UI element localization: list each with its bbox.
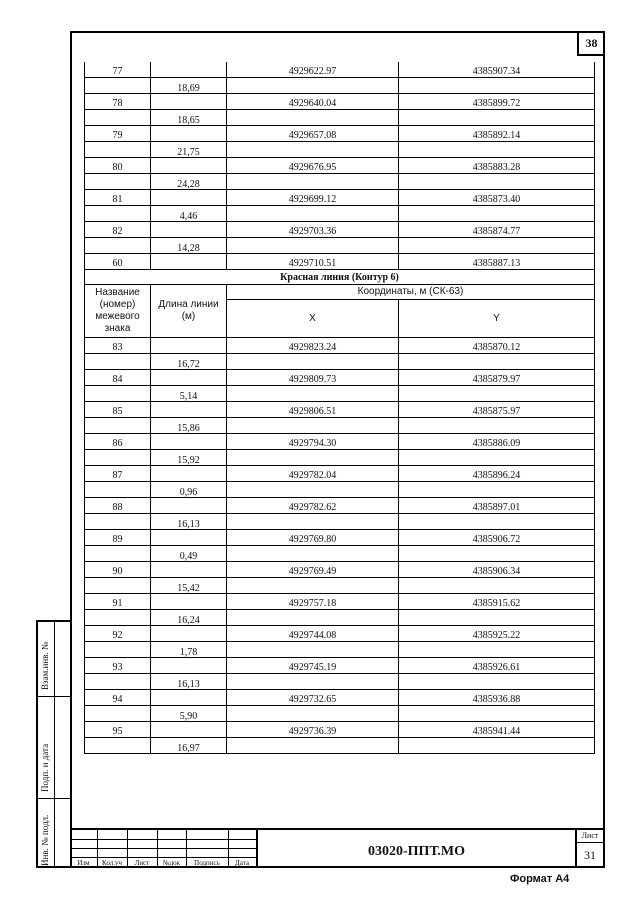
sidebar-label-3: Инв. № подл.: [40, 814, 50, 866]
x-spacer: [227, 450, 399, 466]
y-cell: 4385886.09: [399, 434, 595, 450]
length-cell: 0,49: [151, 546, 227, 562]
x-cell: 4929703.36: [227, 222, 399, 238]
point-spacer: [85, 174, 151, 190]
length-empty-cell: [151, 126, 227, 142]
x-spacer: [227, 142, 399, 158]
table-row: [85, 126, 595, 142]
y-cell: 4385925.22: [399, 626, 595, 642]
point-spacer: [85, 110, 151, 126]
length-row: [85, 174, 595, 190]
y-cell: 4385870.12: [399, 338, 595, 354]
header-coords: Координаты, м (СК-63): [227, 285, 595, 300]
length-empty-cell: [151, 338, 227, 354]
coordinates-table: [84, 62, 595, 754]
y-cell: 4385941.44: [399, 722, 595, 738]
x-spacer: [227, 642, 399, 658]
tb-col-izm: Изм: [77, 859, 90, 867]
x-cell: 4929736.39: [227, 722, 399, 738]
length-empty-cell: [151, 370, 227, 386]
y-spacer: [399, 578, 595, 594]
point-spacer: [85, 206, 151, 222]
x-spacer: [227, 354, 399, 370]
length-empty-cell: [151, 722, 227, 738]
table-row: [85, 190, 595, 206]
point-cell: 60: [85, 254, 151, 270]
table-row: [85, 498, 595, 514]
format-label: Формат А4: [510, 873, 570, 885]
length-cell: 16,97: [151, 738, 227, 754]
length-empty-cell: [151, 94, 227, 110]
x-spacer: [227, 78, 399, 94]
x-spacer: [227, 578, 399, 594]
y-spacer: [399, 674, 595, 690]
length-cell: 4,46: [151, 206, 227, 222]
x-spacer: [227, 610, 399, 626]
length-empty-cell: [151, 434, 227, 450]
y-spacer: [399, 706, 595, 722]
header-name: Название (номер) межевого знака: [85, 285, 151, 338]
y-spacer: [399, 450, 595, 466]
tb-col-list: Лист: [134, 859, 150, 867]
point-spacer: [85, 514, 151, 530]
x-cell: 4929732.65: [227, 690, 399, 706]
header-x: X: [227, 300, 399, 338]
y-cell: 4385873.40: [399, 190, 595, 206]
point-spacer: [85, 738, 151, 754]
y-spacer: [399, 110, 595, 126]
table-row: [85, 690, 595, 706]
y-cell: 4385915.62: [399, 594, 595, 610]
title-block-grid: [70, 830, 256, 868]
length-empty-cell: [151, 222, 227, 238]
x-spacer: [227, 238, 399, 254]
length-cell: 14,28: [151, 238, 227, 254]
x-cell: 4929806.51: [227, 402, 399, 418]
length-cell: 16,13: [151, 674, 227, 690]
header-length: Длина линии (м): [151, 285, 227, 338]
length-cell: 18,69: [151, 78, 227, 94]
y-spacer: [399, 418, 595, 434]
section-title: Красная линия (Контур 6): [85, 270, 595, 285]
x-spacer: [227, 706, 399, 722]
point-cell: 82: [85, 222, 151, 238]
length-cell: 16,13: [151, 514, 227, 530]
length-cell: 18,65: [151, 110, 227, 126]
table-row: [85, 254, 595, 270]
length-row: [85, 546, 595, 562]
y-spacer: [399, 514, 595, 530]
y-cell: 4385906.34: [399, 562, 595, 578]
length-row: [85, 110, 595, 126]
y-spacer: [399, 482, 595, 498]
point-cell: 87: [85, 466, 151, 482]
length-empty-cell: [151, 466, 227, 482]
x-spacer: [227, 174, 399, 190]
length-cell: 16,24: [151, 610, 227, 626]
point-cell: 88: [85, 498, 151, 514]
sheet-number: 31: [584, 848, 596, 862]
x-cell: 4929782.62: [227, 498, 399, 514]
length-empty-cell: [151, 530, 227, 546]
length-cell: 16,72: [151, 354, 227, 370]
table-row: [85, 722, 595, 738]
length-empty-cell: [151, 562, 227, 578]
point-cell: 81: [85, 190, 151, 206]
y-spacer: [399, 174, 595, 190]
length-cell: 1,78: [151, 642, 227, 658]
length-row: [85, 642, 595, 658]
y-cell: 4385875.97: [399, 402, 595, 418]
length-row: [85, 578, 595, 594]
length-empty-cell: [151, 190, 227, 206]
length-empty-cell: [151, 158, 227, 174]
y-spacer: [399, 78, 595, 94]
y-cell: 4385892.14: [399, 126, 595, 142]
y-cell: 4385906.72: [399, 530, 595, 546]
length-row: [85, 354, 595, 370]
point-cell: 92: [85, 626, 151, 642]
x-cell: 4929794.30: [227, 434, 399, 450]
title-block: [70, 828, 605, 868]
section-header: [85, 270, 595, 338]
y-cell: 4385883.28: [399, 158, 595, 174]
length-cell: 15,86: [151, 418, 227, 434]
point-cell: 85: [85, 402, 151, 418]
x-spacer: [227, 110, 399, 126]
y-spacer: [399, 610, 595, 626]
length-row: [85, 738, 595, 754]
x-cell: 4929699.12: [227, 190, 399, 206]
y-spacer: [399, 142, 595, 158]
table-row: [85, 158, 595, 174]
length-empty-cell: [151, 254, 227, 270]
table-row: [85, 94, 595, 110]
tb-col-data: Дата: [235, 859, 249, 867]
point-cell: 86: [85, 434, 151, 450]
point-spacer: [85, 238, 151, 254]
point-cell: 93: [85, 658, 151, 674]
y-cell: 4385896.24: [399, 466, 595, 482]
x-cell: 4929744.08: [227, 626, 399, 642]
tb-col-ndok: №док: [162, 859, 181, 867]
x-spacer: [227, 418, 399, 434]
x-cell: 4929809.73: [227, 370, 399, 386]
point-spacer: [85, 78, 151, 94]
length-row: [85, 206, 595, 222]
x-spacer: [227, 482, 399, 498]
point-spacer: [85, 610, 151, 626]
x-cell: 4929757.18: [227, 594, 399, 610]
x-cell: 4929640.04: [227, 94, 399, 110]
length-empty-cell: [151, 62, 227, 78]
sheet-box: [575, 830, 603, 868]
length-empty-cell: [151, 498, 227, 514]
x-spacer: [227, 738, 399, 754]
table-row: [85, 222, 595, 238]
tb-col-kolvo: Кол.уч: [102, 859, 122, 867]
y-spacer: [399, 386, 595, 402]
length-cell: 5,90: [151, 706, 227, 722]
table-row: [85, 594, 595, 610]
sidebar-stamp: [36, 620, 70, 868]
point-spacer: [85, 450, 151, 466]
table-row: [85, 466, 595, 482]
point-cell: 79: [85, 126, 151, 142]
x-cell: 4929657.08: [227, 126, 399, 142]
x-cell: 4929769.80: [227, 530, 399, 546]
point-spacer: [85, 546, 151, 562]
y-cell: 4385907.34: [399, 62, 595, 78]
y-spacer: [399, 206, 595, 222]
x-spacer: [227, 674, 399, 690]
y-cell: 4385897.01: [399, 498, 595, 514]
point-spacer: [85, 482, 151, 498]
x-spacer: [227, 386, 399, 402]
table-body-top: [85, 62, 595, 270]
y-spacer: [399, 238, 595, 254]
point-cell: 94: [85, 690, 151, 706]
x-cell: 4929622.97: [227, 62, 399, 78]
length-row: [85, 78, 595, 94]
length-row: [85, 142, 595, 158]
length-row: [85, 482, 595, 498]
length-empty-cell: [151, 658, 227, 674]
length-row: [85, 450, 595, 466]
length-empty-cell: [151, 594, 227, 610]
length-row: [85, 610, 595, 626]
table-row: [85, 402, 595, 418]
tb-col-podpis: Подпись: [194, 859, 220, 867]
x-cell: 4929710.51: [227, 254, 399, 270]
y-spacer: [399, 642, 595, 658]
length-cell: 0,96: [151, 482, 227, 498]
point-cell: 89: [85, 530, 151, 546]
length-cell: 15,42: [151, 578, 227, 594]
sidebar-label-1: Взам.инв. №: [40, 641, 50, 690]
point-cell: 78: [85, 94, 151, 110]
length-cell: 5,14: [151, 386, 227, 402]
x-cell: 4929823.24: [227, 338, 399, 354]
point-spacer: [85, 674, 151, 690]
y-cell: 4385899.72: [399, 94, 595, 110]
point-spacer: [85, 642, 151, 658]
y-cell: 4385926.61: [399, 658, 595, 674]
table-row: [85, 562, 595, 578]
point-spacer: [85, 706, 151, 722]
y-cell: 4385879.97: [399, 370, 595, 386]
length-row: [85, 674, 595, 690]
point-cell: 90: [85, 562, 151, 578]
point-spacer: [85, 418, 151, 434]
y-cell: 4385887.13: [399, 254, 595, 270]
point-spacer: [85, 142, 151, 158]
point-spacer: [85, 354, 151, 370]
table-row: [85, 658, 595, 674]
length-row: [85, 514, 595, 530]
point-cell: 77: [85, 62, 151, 78]
length-cell: 24,28: [151, 174, 227, 190]
table-row: [85, 62, 595, 78]
table-row: [85, 626, 595, 642]
y-spacer: [399, 738, 595, 754]
point-cell: 80: [85, 158, 151, 174]
x-cell: 4929782.04: [227, 466, 399, 482]
point-spacer: [85, 386, 151, 402]
point-cell: 83: [85, 338, 151, 354]
sidebar-label-2: Подп. и дата: [40, 743, 50, 792]
y-cell: 4385874.77: [399, 222, 595, 238]
table-body-bottom: [85, 338, 595, 754]
x-cell: 4929676.95: [227, 158, 399, 174]
x-spacer: [227, 546, 399, 562]
table-row: [85, 370, 595, 386]
length-row: [85, 418, 595, 434]
point-cell: 84: [85, 370, 151, 386]
x-spacer: [227, 514, 399, 530]
y-spacer: [399, 354, 595, 370]
y-cell: 4385936.88: [399, 690, 595, 706]
length-empty-cell: [151, 690, 227, 706]
table-row: [85, 434, 595, 450]
table-row: [85, 338, 595, 354]
length-row: [85, 386, 595, 402]
header-y: Y: [399, 300, 595, 338]
x-cell: 4929769.49: [227, 562, 399, 578]
document-code: 03020-ППТ.МО: [256, 830, 575, 868]
point-cell: 91: [85, 594, 151, 610]
length-cell: 15,92: [151, 450, 227, 466]
point-spacer: [85, 578, 151, 594]
point-cell: 95: [85, 722, 151, 738]
length-row: [85, 706, 595, 722]
length-row: [85, 238, 595, 254]
table-row: [85, 530, 595, 546]
x-spacer: [227, 206, 399, 222]
y-spacer: [399, 546, 595, 562]
page-number: 38: [577, 33, 604, 56]
length-empty-cell: [151, 626, 227, 642]
x-cell: 4929745.19: [227, 658, 399, 674]
sheet-label: Лист: [577, 830, 603, 843]
length-empty-cell: [151, 402, 227, 418]
length-cell: 21,75: [151, 142, 227, 158]
